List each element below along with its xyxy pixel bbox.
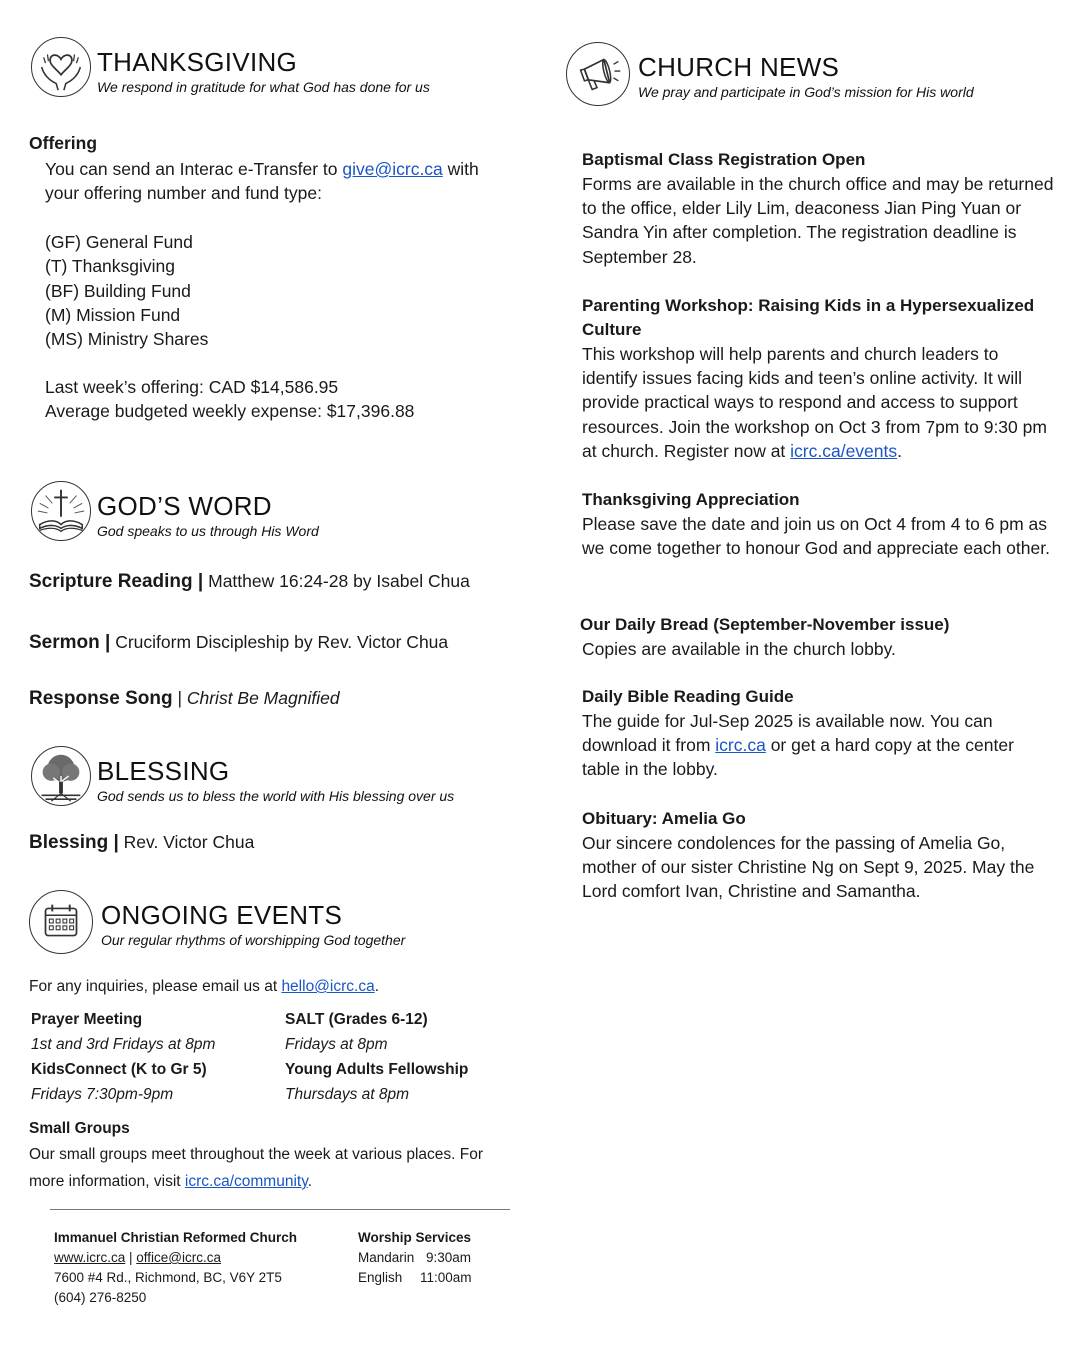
offering-heading: Offering <box>29 133 98 153</box>
church-contact: Immanuel Christian Reformed Church www.icrc.ca | office@icrc.ca 7600 #4 Rd., Richmond, BC, V6Y 2T5 (604) 276-8250 <box>54 1228 297 1308</box>
section-subtitle: Our regular rhythms of worshipping God together <box>101 932 406 948</box>
worship-services <box>358 1228 472 1288</box>
sermon: Sermon | Cruciform Discipleship by Rev. Victor Chua <box>29 632 449 653</box>
section-title: BLESSING <box>97 756 230 786</box>
service-mandarin: Mandarin 9:30am <box>358 1250 472 1265</box>
news-appreciation: Thanksgiving Appreciation Please save the date and join us on Oct 4 from 4 to 6 pm as we come together to honour God and appreciate each other. <box>582 490 1050 559</box>
section-subtitle: We pray and participate in God’s mission for His world <box>638 84 974 100</box>
scripture-reading: Scripture Reading | Matthew 16:24-28 by Isabel Chua <box>29 571 470 592</box>
fund-item: (T) Thanksgiving <box>45 256 176 277</box>
response-song: Response Song | Christ Be Magnified <box>29 688 340 709</box>
section-title: THANKSGIVING <box>97 47 298 77</box>
event-salt: SALT (Grades 6-12) Fridays at 8pm <box>285 1011 428 1053</box>
inquiry-line: For any inquiries, please email us at hello@icrc.ca. <box>29 978 380 995</box>
church-news-header <box>566 42 974 106</box>
fund-list <box>45 230 208 351</box>
website-link[interactable]: www.icrc.ca <box>54 1250 126 1265</box>
event-young-adults: Young Adults Fellowship Thursdays at 8pm <box>285 1061 469 1103</box>
church-name: Immanuel Christian Reformed Church <box>54 1230 298 1245</box>
event-kidsconnect: KidsConnect (K to Gr 5) Fridays 7:30pm-9pm <box>31 1061 207 1103</box>
news-baptismal: Baptismal Class Registration Open Forms are available in the church office and may be returned to the office, elder Lily Lim, deaconess Jian Ping Yuan or Sandra Yin after completion. The registration deadline is September 28. <box>582 150 1054 267</box>
give-email-link[interactable]: give@icrc.ca <box>342 159 443 179</box>
services-heading: Worship Services <box>358 1230 472 1245</box>
fund-item: (MS) Ministry Shares <box>45 329 209 350</box>
events-link[interactable]: icrc.ca/events <box>790 440 898 461</box>
last-week-offering: Last week’s offering: CAD $14,586.95 <box>45 377 339 397</box>
community-link[interactable]: icrc.ca/community <box>184 1173 308 1190</box>
heart-hands-icon <box>31 37 91 97</box>
section-title: CHURCH NEWS <box>638 52 840 82</box>
office-email-link[interactable]: office@icrc.ca <box>136 1250 222 1265</box>
hello-email-link[interactable]: hello@icrc.ca <box>281 978 375 995</box>
blessing-header <box>31 746 454 806</box>
small-groups: Small Groups Our small groups meet throughout the week at various places. For more information, visit icrc.ca/community. <box>29 1116 514 1195</box>
gods-word-header <box>31 481 319 541</box>
tree-icon <box>31 746 91 806</box>
bible-cross-icon <box>31 481 91 541</box>
church-phone: (604) 276-8250 <box>54 1290 147 1305</box>
news-parenting: Parenting Workshop: Raising Kids in a Hypersexualized Culture This workshop will help parents and church leaders to identify issues facing kids and teen’s online activity. It will provide practical ways to respond and access to support resources. Join the workshop on Oct 3 from 7pm to 9:30 pm at church. Register now at icrc.ca/events. <box>582 296 1047 461</box>
ongoing-events-header <box>29 890 405 954</box>
blessing-line: Blessing | Rev. Victor Chua <box>29 832 255 853</box>
news-our-daily-bread: Our Daily Bread (September-November issue) Copies are available in the church lobby. <box>580 615 950 659</box>
service-english: English 11:00am <box>358 1270 472 1285</box>
fund-item: (BF) Building Fund <box>45 280 191 301</box>
section-title: ONGOING EVENTS <box>101 900 343 930</box>
section-subtitle: God sends us to bless the world with His blessing over us <box>97 788 455 804</box>
thanksgiving-header <box>31 37 430 97</box>
church-address: 7600 #4 Rd., Richmond, BC, V6Y 2T5 <box>54 1270 282 1285</box>
section-title: GOD’S WORD <box>97 491 272 521</box>
fund-item: (M) Mission Fund <box>45 304 181 325</box>
megaphone-icon <box>566 42 630 106</box>
news-obituary: Obituary: Amelia Go Our sincere condolences for the passing of Amelia Go, mother of our sister Christine Ng on Sept 9, 2025. May the Lord comfort Ivan, Christine and Samantha. <box>582 809 1035 902</box>
footer-divider <box>50 1209 510 1210</box>
small-groups-heading: Small Groups <box>29 1120 130 1137</box>
offering-totals <box>45 375 414 424</box>
average-expense: Average budgeted weekly expense: $17,396.88 <box>45 401 415 422</box>
fund-item: (GF) General Fund <box>45 232 193 252</box>
calendar-icon <box>29 890 93 954</box>
icrc-link[interactable]: icrc.ca <box>715 735 766 756</box>
section-subtitle: We respond in gratitude for what God has done for us <box>97 79 430 95</box>
section-subtitle: God speaks to us through His Word <box>97 523 319 539</box>
event-prayer-meeting: Prayer Meeting 1st and 3rd Fridays at 8pm <box>31 1011 216 1053</box>
etransfer-text: You can send an Interac e-Transfer to give@icrc.ca with your offering number and fund type: <box>45 159 479 204</box>
news-bible-reading-guide: Daily Bible Reading Guide The guide for Jul-Sep 2025 is available now. You can download it from icrc.ca or get a hard copy at the center table in the lobby. <box>582 687 1014 780</box>
